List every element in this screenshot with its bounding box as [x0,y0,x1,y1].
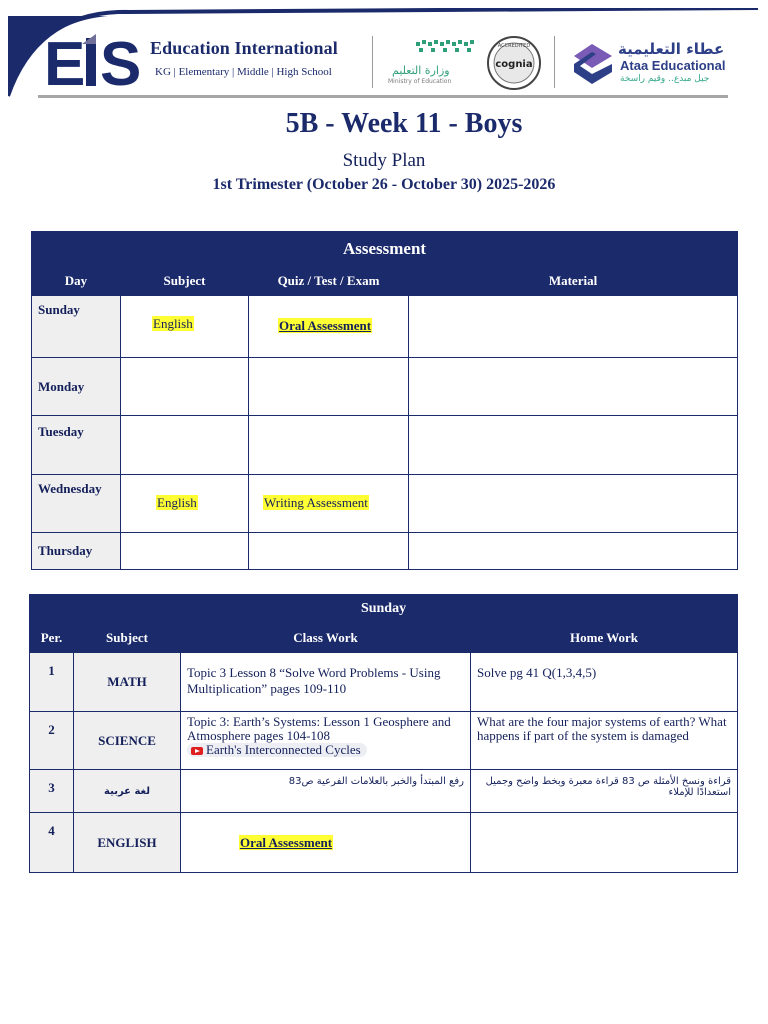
eis-logo [44,30,144,90]
period-cell: 4 [30,813,74,873]
col-header-quiz: Quiz / Test / Exam [249,267,409,296]
school-name: Education International [150,38,338,58]
homework-cell: قراءة ونسخ الأمثلة ص 83 قراءة معبرة وبخط واضح وجميل استعدادًا للإملاء [471,770,738,813]
term-dates: 1st Trimester (October 26 - October 30) 2025-2026 [212,176,556,193]
col-header-day: Day [32,267,121,296]
school-levels: KG | Elementary | Middle | High School [155,66,332,78]
ministry-logo-icon [414,38,476,60]
col-header-subject: Subject [74,624,181,653]
material-cell [409,533,738,570]
quiz-cell [249,475,409,533]
quiz-cell [249,358,409,416]
classwork-text: Oral Assessment [240,834,333,850]
classwork-cell: Topic 3 Lesson 8 “Solve Word Problems - Using Multiplication” pages 109-110 [181,653,471,712]
day-cell: Thursday [32,533,121,570]
svg-text:E: E [44,30,86,90]
day-cell: Tuesday [32,416,121,475]
ataa-logo-icon [570,42,616,86]
period-cell: 1 [30,653,74,712]
table-row [30,770,738,813]
table-row [32,533,738,570]
table-row [32,358,738,416]
quiz-text: Writing Assessment [264,495,368,510]
table-row [30,813,738,873]
table-row [30,653,738,712]
cognia-badge-icon [486,35,542,91]
subject-cell [121,533,249,570]
subject-cell: SCIENCE [74,712,181,770]
header-divider [554,36,555,88]
ataa-name-en: Ataa Educational [620,58,726,73]
col-header-classwork: Class Work [181,624,471,653]
day-cell: Wednesday [32,475,121,533]
video-link-label: Earth's Interconnected Cycles [206,742,361,757]
table-row [30,712,738,770]
col-header-subject: Subject [121,267,249,296]
subject-text: English [157,495,197,510]
ataa-name-ar: عطاء التعليمية [618,40,725,58]
subject-cell [121,416,249,475]
col-header-period: Per. [30,624,74,653]
material-cell [409,416,738,475]
quiz-text: Oral Assessment [279,318,372,333]
cognia-badge-top: ACCREDITED [497,43,531,49]
subject-cell [121,475,249,533]
material-cell [409,296,738,358]
quiz-cell [249,296,409,358]
sunday-caption: Sunday [30,595,738,624]
ataa-tagline: جيل مبدع.. وقيم راسخة [620,74,710,84]
sunday-table [29,594,738,873]
day-cell: Sunday [32,296,121,358]
page-subtitle: Study Plan [342,150,426,171]
ministry-name-ar: وزارة التعليم [392,64,450,77]
classwork-cell [181,813,471,873]
subject-cell: MATH [74,653,181,712]
homework-cell: What are the four major systems of earth? What happens if part of the system is damaged [471,712,738,770]
subject-cell: لغة عربية [74,770,181,813]
material-cell [409,475,738,533]
subject-cell [121,358,249,416]
day-cell: Monday [32,358,121,416]
header-underline [38,95,728,98]
svg-text:S: S [100,30,142,90]
cognia-badge-label: cognia [495,59,533,70]
material-cell [409,358,738,416]
table-row [32,296,738,358]
subject-text: English [153,316,193,331]
video-link[interactable] [187,743,367,757]
youtube-icon [191,747,203,755]
school-branding [150,38,338,78]
subject-cell [121,296,249,358]
subject-cell: ENGLISH [74,813,181,873]
table-row [32,416,738,475]
ministry-name-en: Ministry of Education [388,78,452,85]
quiz-cell [249,533,409,570]
period-cell: 2 [30,712,74,770]
assessment-caption: Assessment [32,232,738,267]
page-title: 5B - Week 11 - Boys [285,108,523,139]
period-cell: 3 [30,770,74,813]
col-header-material: Material [409,267,738,296]
homework-cell: Solve pg 41 Q(1,3,4,5) [471,653,738,712]
col-header-homework: Home Work [471,624,738,653]
table-row [32,475,738,533]
classwork-cell: رفع المبتدأ والخبر بالعلامات الفرعية ص83 [181,770,471,813]
quiz-cell [249,416,409,475]
assessment-table [31,231,738,570]
classwork-text: Topic 3: Earth’s Systems: Lesson 1 Geosphere and Atmosphere pages 104-108 [187,714,451,743]
classwork-cell [181,712,471,770]
homework-cell [471,813,738,873]
header-divider [372,36,373,88]
